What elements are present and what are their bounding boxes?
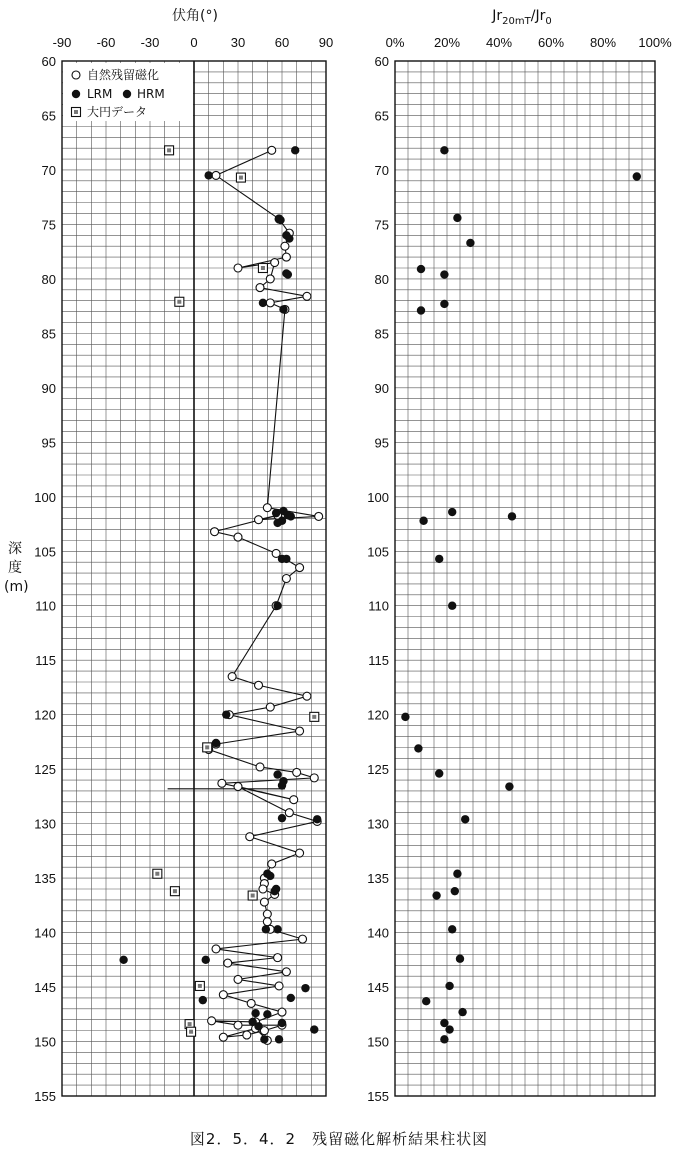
nrm-point bbox=[303, 692, 311, 700]
y-tick-label: 140 bbox=[34, 925, 56, 941]
legend bbox=[63, 63, 193, 121]
y-tick-label: 130 bbox=[34, 816, 56, 832]
y-tick-label: 65 bbox=[41, 108, 56, 124]
x-tick-label: 100% bbox=[638, 35, 672, 50]
x-tick-label: 0 bbox=[190, 35, 198, 50]
y-tick-label: 150 bbox=[34, 1034, 56, 1050]
jr-title-sub2: 0 bbox=[545, 16, 552, 27]
jr-ratio-point bbox=[432, 891, 440, 899]
filled-point bbox=[287, 994, 295, 1002]
y-tick-label: 155 bbox=[367, 1089, 389, 1104]
legend-label: LRM bbox=[87, 87, 113, 101]
nrm-point bbox=[228, 673, 236, 681]
filled-point bbox=[279, 777, 287, 785]
jr-ratio-point bbox=[414, 744, 422, 752]
filled-point bbox=[222, 710, 230, 718]
filled-point bbox=[287, 512, 295, 520]
nrm-point bbox=[266, 703, 274, 711]
jr-ratio-point bbox=[445, 1025, 453, 1033]
nrm-point bbox=[268, 860, 276, 868]
y-tick-label: 115 bbox=[368, 653, 389, 669]
y-tick-label: 110 bbox=[35, 598, 56, 614]
nrm-point bbox=[208, 1017, 216, 1025]
y-tick-label: 150 bbox=[367, 1034, 389, 1050]
nrm-point bbox=[282, 253, 290, 261]
y-tick-label: 120 bbox=[34, 707, 56, 723]
filled-point bbox=[123, 90, 131, 98]
great-circle-point-core bbox=[173, 889, 177, 893]
x-tick-label: 20% bbox=[433, 35, 461, 50]
nrm-point bbox=[218, 779, 226, 787]
filled-point bbox=[273, 925, 281, 933]
jr-ratio-point bbox=[445, 982, 453, 990]
x-tick-label: -60 bbox=[96, 35, 116, 50]
nrm-point bbox=[256, 763, 264, 771]
great-circle-point-core bbox=[188, 1022, 192, 1026]
great-circle-point-core bbox=[177, 300, 181, 304]
filled-point bbox=[279, 305, 287, 313]
nrm-point bbox=[266, 275, 274, 283]
filled-point bbox=[282, 555, 290, 563]
nrm-point bbox=[274, 954, 282, 962]
filled-point bbox=[278, 814, 286, 822]
figure-caption: 図2．5．4．2 残留磁化解析結果柱状図 bbox=[189, 1130, 489, 1148]
jr-ratio-point bbox=[461, 815, 469, 823]
nrm-point bbox=[246, 833, 254, 841]
great-circle-point-core bbox=[261, 266, 265, 270]
nrm-point bbox=[271, 259, 279, 267]
great-circle-point-core bbox=[74, 110, 78, 114]
y-tick-label: 70 bbox=[41, 162, 56, 178]
filled-point bbox=[278, 1019, 286, 1027]
jr-ratio-point bbox=[508, 512, 516, 520]
x-tick-label: 60 bbox=[274, 35, 290, 50]
depth-label-line: 深 bbox=[8, 541, 22, 557]
y-tick-label: 105 bbox=[34, 544, 56, 560]
y-tick-label: 105 bbox=[367, 544, 389, 560]
filled-point bbox=[273, 770, 281, 778]
great-circle-point-core bbox=[189, 1030, 193, 1034]
filled-point bbox=[254, 1022, 262, 1030]
jr-ratio-point bbox=[440, 300, 448, 308]
jr-ratio-point bbox=[505, 782, 513, 790]
jr-ratio-point bbox=[440, 1019, 448, 1027]
nrm-point bbox=[211, 528, 219, 536]
nrm-point bbox=[212, 171, 220, 179]
nrm-point bbox=[296, 849, 304, 857]
y-tick-label: 125 bbox=[34, 762, 56, 778]
legend-label: 大円データ bbox=[87, 105, 148, 119]
depth-axis-label bbox=[4, 540, 29, 597]
jr-ratio-point bbox=[440, 270, 448, 278]
nrm-point bbox=[219, 991, 227, 999]
y-tick-label: 115 bbox=[35, 653, 56, 669]
jr-ratio-point bbox=[435, 555, 443, 563]
y-tick-label: 145 bbox=[367, 980, 389, 996]
nrm-point bbox=[299, 935, 307, 943]
nrm-point bbox=[72, 71, 80, 79]
x-tick-label: -90 bbox=[52, 35, 72, 50]
x-tick-label: -30 bbox=[140, 35, 160, 50]
nrm-point bbox=[293, 768, 301, 776]
jr-ratio-point bbox=[453, 214, 461, 222]
filled-point bbox=[272, 509, 280, 517]
y-tick-label: 80 bbox=[41, 271, 56, 287]
jr-ratio-y-ticks bbox=[367, 54, 389, 1104]
great-circle-point-core bbox=[205, 745, 209, 749]
nrm-point bbox=[296, 564, 304, 572]
filled-point bbox=[285, 234, 293, 242]
filled-point bbox=[251, 1009, 259, 1017]
nrm-point bbox=[219, 1033, 227, 1041]
filled-point bbox=[263, 1010, 271, 1018]
inclination-panel bbox=[34, 8, 333, 1104]
nrm-point bbox=[278, 1008, 286, 1016]
nrm-point bbox=[268, 146, 276, 154]
filled-point bbox=[262, 925, 270, 933]
jr-ratio-point bbox=[435, 769, 443, 777]
great-circle-point-core bbox=[155, 872, 159, 876]
jr-ratio-point bbox=[451, 887, 459, 895]
nrm-point bbox=[234, 1021, 242, 1029]
nrm-point bbox=[275, 982, 283, 990]
nrm-point bbox=[285, 809, 293, 817]
jr-ratio-grid bbox=[395, 61, 655, 1096]
nrm-point bbox=[266, 299, 274, 307]
jr-ratio-point bbox=[401, 713, 409, 721]
filled-point bbox=[275, 1035, 283, 1043]
nrm-point bbox=[234, 533, 242, 541]
filled-point bbox=[310, 1025, 318, 1033]
jr-ratio-point bbox=[417, 265, 425, 273]
nrm-point bbox=[296, 727, 304, 735]
jr-title-mid: /Jr bbox=[530, 8, 546, 24]
great-circle-point-core bbox=[251, 894, 255, 898]
great-circle-point-core bbox=[198, 984, 202, 988]
x-tick-label: 40% bbox=[485, 35, 513, 50]
depth-label-line: (m) bbox=[4, 579, 29, 595]
nrm-point bbox=[281, 242, 289, 250]
filled-point bbox=[272, 885, 280, 893]
nrm-point bbox=[263, 918, 271, 926]
y-tick-label: 70 bbox=[374, 162, 389, 178]
jr-ratio-point bbox=[633, 172, 641, 180]
nrm-point bbox=[234, 264, 242, 272]
nrm-point bbox=[282, 575, 290, 583]
jr-ratio-point bbox=[440, 1035, 448, 1043]
y-tick-label: 140 bbox=[367, 925, 389, 941]
jr-ratio-x-ticks bbox=[386, 35, 672, 50]
filled-point bbox=[199, 996, 207, 1004]
filled-point bbox=[204, 171, 212, 179]
y-tick-label: 95 bbox=[374, 435, 389, 451]
y-tick-label: 80 bbox=[374, 271, 389, 287]
y-tick-label: 110 bbox=[368, 598, 389, 614]
y-tick-label: 100 bbox=[367, 489, 389, 505]
nrm-point bbox=[247, 999, 255, 1007]
depth-label-line: 度 bbox=[8, 560, 22, 576]
y-tick-label: 135 bbox=[367, 871, 389, 887]
filled-point bbox=[313, 815, 321, 823]
inclination-x-ticks bbox=[53, 35, 334, 50]
filled-point bbox=[276, 216, 284, 224]
jr-ratio-point bbox=[417, 306, 425, 314]
jr-ratio-panel bbox=[367, 8, 672, 1104]
nrm-point bbox=[234, 975, 242, 983]
jr-ratio-point bbox=[440, 146, 448, 154]
y-tick-label: 85 bbox=[41, 326, 56, 342]
jr-ratio-point bbox=[419, 517, 427, 525]
x-tick-label: 60% bbox=[537, 35, 565, 50]
inclination-axis-title: 伏角(°) bbox=[172, 8, 218, 24]
y-tick-label: 100 bbox=[34, 489, 56, 505]
y-tick-label: 145 bbox=[34, 980, 56, 996]
jr-title-sub: 20mT bbox=[502, 16, 531, 27]
nrm-connecting-line bbox=[168, 150, 319, 1040]
nrm-point bbox=[303, 292, 311, 300]
y-tick-label: 60 bbox=[41, 54, 56, 69]
filled-point bbox=[279, 507, 287, 515]
legend-label: HRM bbox=[137, 87, 165, 101]
x-tick-label: 0% bbox=[385, 35, 405, 50]
y-tick-label: 75 bbox=[41, 217, 56, 233]
y-tick-label: 60 bbox=[374, 54, 389, 69]
x-tick-label: 80% bbox=[589, 35, 617, 50]
filled-point bbox=[119, 956, 127, 964]
great-circle-point-core bbox=[239, 176, 243, 180]
filled-point bbox=[202, 956, 210, 964]
y-tick-label: 65 bbox=[374, 108, 389, 124]
y-tick-label: 75 bbox=[374, 217, 389, 233]
y-tick-label: 135 bbox=[34, 871, 56, 887]
filled-point bbox=[273, 519, 281, 527]
legend-label: 自然残留磁化 bbox=[87, 68, 160, 82]
nrm-point bbox=[234, 783, 242, 791]
nrm-point bbox=[260, 898, 268, 906]
nrm-point bbox=[255, 681, 263, 689]
jr-ratio-point bbox=[456, 955, 464, 963]
jr-ratio-point bbox=[422, 997, 430, 1005]
great-circle-point-core bbox=[312, 715, 316, 719]
filled-point bbox=[284, 270, 292, 278]
y-tick-label: 85 bbox=[374, 326, 389, 342]
filled-point bbox=[266, 872, 274, 880]
jr-ratio-point bbox=[448, 925, 456, 933]
filled-point bbox=[259, 299, 267, 307]
y-tick-label: 95 bbox=[41, 435, 56, 451]
nrm-point bbox=[259, 885, 267, 893]
filled-point bbox=[301, 984, 309, 992]
jr-ratio-axis-title bbox=[491, 8, 551, 27]
nrm-point bbox=[310, 774, 318, 782]
nrm-point bbox=[263, 910, 271, 918]
filled-point bbox=[260, 1035, 268, 1043]
great-circle-point-core bbox=[167, 148, 171, 152]
jr-ratio-point bbox=[448, 508, 456, 516]
y-tick-label: 90 bbox=[41, 380, 56, 396]
nrm-point bbox=[282, 968, 290, 976]
y-tick-label: 130 bbox=[367, 816, 389, 832]
y-tick-label: 120 bbox=[367, 707, 389, 723]
jr-title-main: Jr bbox=[492, 8, 503, 24]
nrm-point bbox=[224, 959, 232, 967]
y-tick-label: 125 bbox=[367, 762, 389, 778]
jr-ratio-point bbox=[448, 602, 456, 610]
y-tick-label: 90 bbox=[374, 380, 389, 396]
nrm-point bbox=[263, 504, 271, 512]
jr-ratio-point bbox=[466, 239, 474, 247]
nrm-series-line bbox=[209, 150, 319, 1040]
filled-point bbox=[212, 739, 220, 747]
jr-ratio-point bbox=[453, 870, 461, 878]
filled-point bbox=[72, 90, 80, 98]
jr-ratio-point bbox=[458, 1008, 466, 1016]
nrm-point bbox=[315, 512, 323, 520]
y-tick-label: 155 bbox=[34, 1089, 56, 1104]
x-tick-label: 30 bbox=[230, 35, 246, 50]
filled-point bbox=[291, 146, 299, 154]
filled-point bbox=[273, 602, 281, 610]
nrm-point bbox=[243, 1031, 251, 1039]
inclination-y-ticks bbox=[34, 54, 56, 1104]
x-tick-label: 90 bbox=[318, 35, 334, 50]
nrm-point bbox=[290, 796, 298, 804]
nrm-point bbox=[256, 284, 264, 292]
nrm-point bbox=[255, 516, 263, 524]
nrm-point bbox=[212, 945, 220, 953]
